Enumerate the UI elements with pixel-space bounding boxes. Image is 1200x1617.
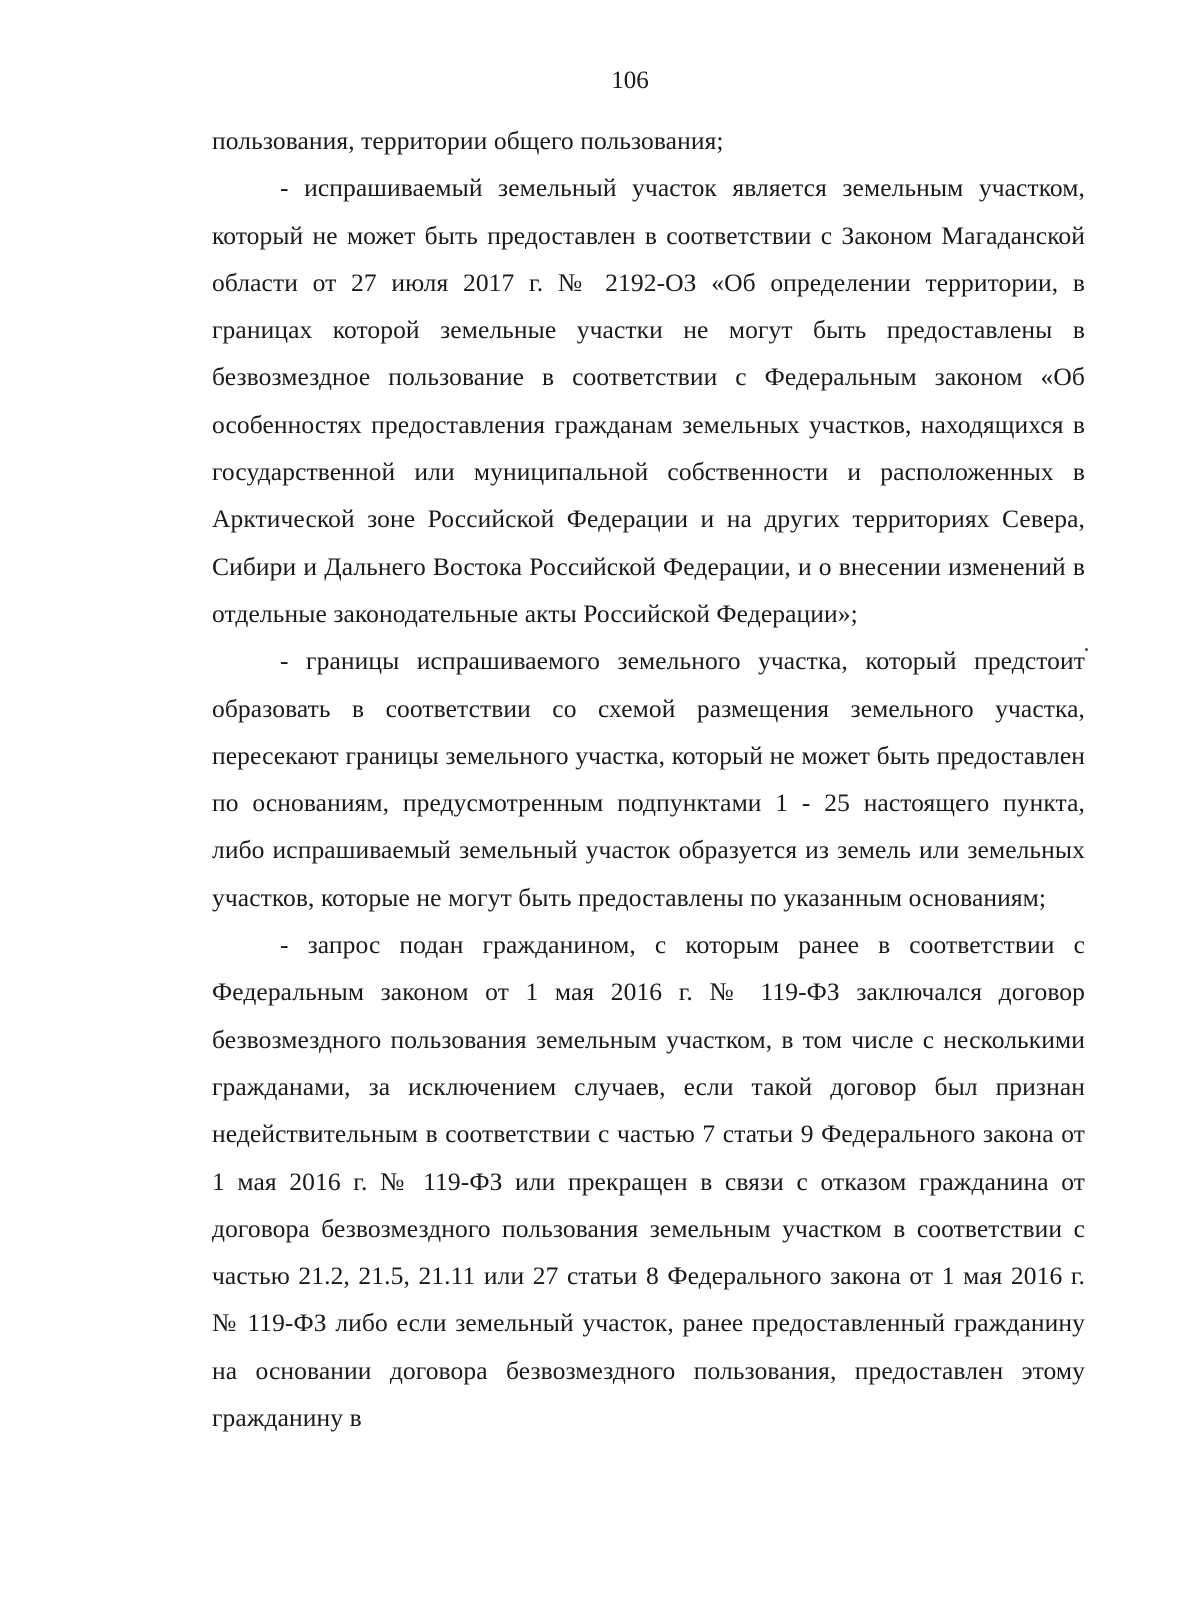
paragraph-continuation: пользования, территории общего пользования;	[212, 126, 724, 155]
page-number: 106	[611, 67, 649, 94]
paragraph-arctic-zone-restriction: - испрашиваемый земельный участок является земельным участком, который не может быть предоставлен в соответствии с Законом Магаданской области от 27 июля 2017 г. № 2192-ОЗ «Об определении территории, в границах которой земельные участки не могут быть предоставлены в безвозмездное пользование в соответствии с Федеральным законом «Об особенностях предоставления гражданам земельных участков, находящихся в государственной или муниципальной собственности и расположенных в Арктической зоне Российской Федерации и на других территориях Севера, Сибири и Дальнего Востока Российской Федерации, и о внесении изменений в отдельные законодательные акты Российской Федерации»;	[212, 173, 1085, 628]
document-body	[212, 117, 1085, 1441]
scan-speck	[1085, 648, 1088, 651]
paragraph-prior-agreement: - запрос подан гражданином, с которым ранее в соответствии с Федеральным законом от 1 мая 2016 г. № 119-ФЗ заключался договор безвозмездного пользования земельным участком, в том числе с несколькими гражданами, за исключением случаев, если такой договор был признан недействительным в соответствии с частью 7 статьи 9 Федерального закона от 1 мая 2016 г. № 119-ФЗ или прекращен в связи с отказом гражданина от договора безвозмездного пользования земельным участком в соответствии с частью 21.2, 21.5, 21.11 или 27 статьи 8 Федерального закона от 1 мая 2016 г. № 119-ФЗ либо если земельный участок, ранее предоставленный гражданину на основании договора безвозмездного пользования, предоставлен этому гражданину в	[212, 930, 1085, 1433]
paragraph-boundary-intersection: - границы испрашиваемого земельного участка, который предстоит образовать в соответствии со схемой размещения земельного участка, пересекают границы земельного участка, который не может быть предоставлен по основаниям, предусмотренным подпунктами 1 - 25 настоящего пункта, либо испрашиваемый земельный участок образуется из земель или земельных участков, которые не могут быть предоставлены по указанным основаниям;	[212, 646, 1085, 912]
